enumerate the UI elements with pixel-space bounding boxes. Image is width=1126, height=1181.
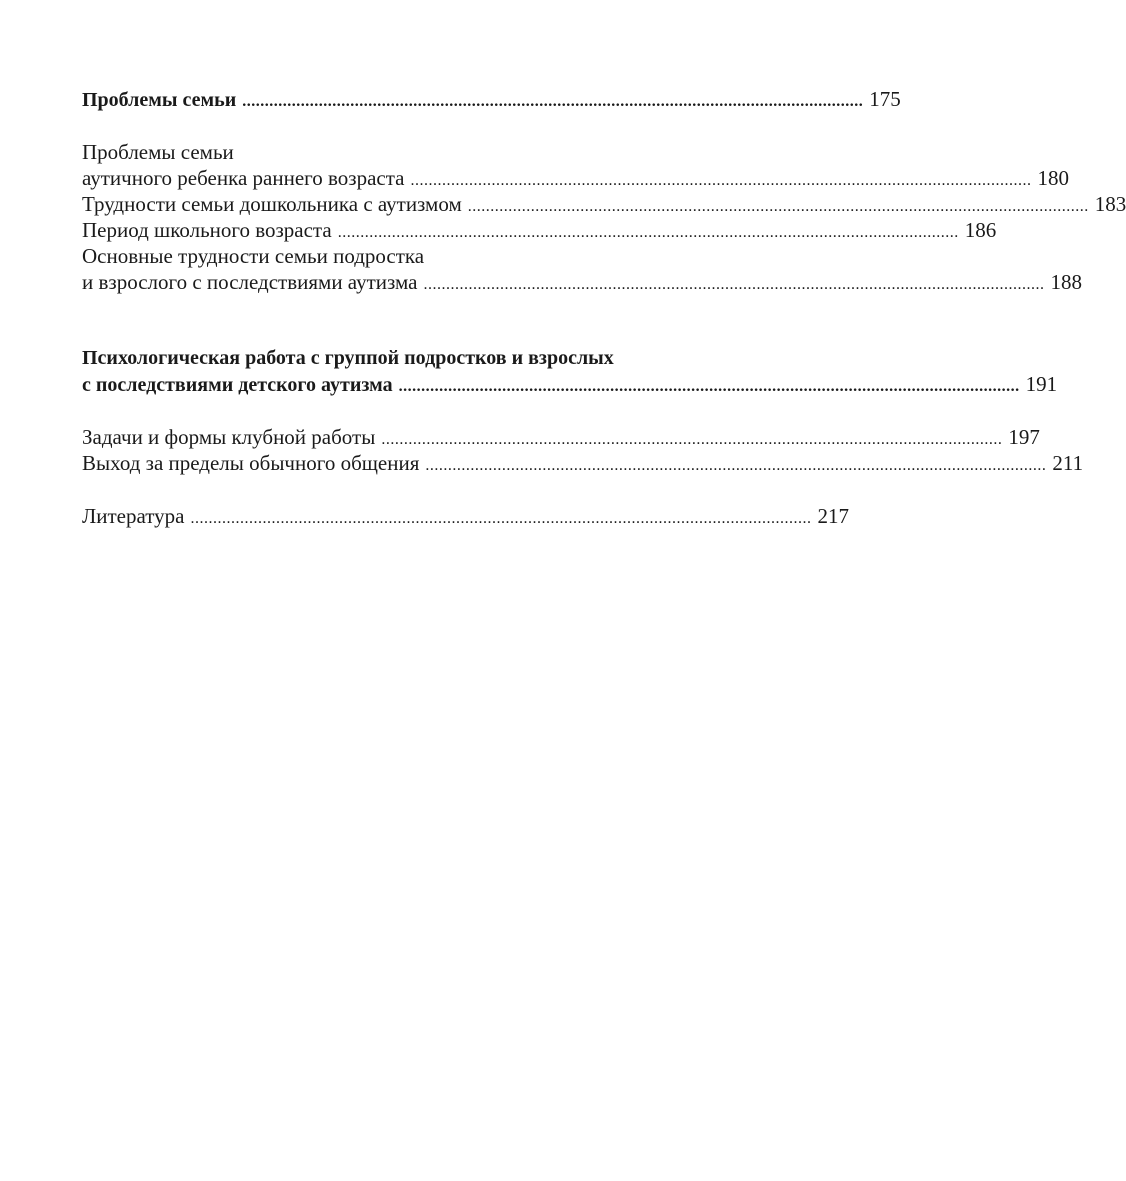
toc-entry-title: Трудности семьи дошкольника с аутизмом bbox=[82, 192, 462, 216]
toc-entry-title: аутичного ребенка раннего возраста bbox=[82, 166, 405, 190]
toc-leader-dots: .......................................................................................................................................... bbox=[425, 457, 1047, 474]
toc-page-number: 180 bbox=[1037, 166, 1069, 190]
toc-entry-title: с последствиями детского аутизма bbox=[82, 374, 393, 396]
toc-page-number: 217 bbox=[817, 504, 849, 528]
toc-leader-dots: .......................................................................................................................................... bbox=[410, 172, 1032, 189]
toc-page-number: 183 bbox=[1094, 192, 1126, 216]
toc-entry-title: Литература bbox=[82, 504, 185, 528]
toc-entry-autistic-child-family-line1[interactable] bbox=[82, 139, 738, 165]
table-of-contents bbox=[82, 86, 1126, 529]
toc-entry-beyond-communication[interactable] bbox=[82, 450, 1084, 476]
toc-entry-autistic-child-family[interactable] bbox=[82, 165, 1069, 191]
toc-entry-school-age[interactable] bbox=[82, 217, 997, 243]
toc-leader-dots: .......................................................................................................................................... bbox=[423, 276, 1045, 293]
toc-leader-dots: .......................................................................................................................................... bbox=[242, 93, 864, 110]
toc-entry-title: Проблемы семьи bbox=[82, 89, 237, 111]
toc-entry-adolescent-family-line1[interactable] bbox=[82, 243, 738, 269]
toc-page-number: 175 bbox=[869, 87, 901, 111]
toc-entry-title: и взрослого с последствиями аутизма bbox=[82, 270, 418, 294]
toc-leader-dots: .......................................................................................................................................... bbox=[398, 378, 1020, 395]
toc-page-number: 191 bbox=[1025, 372, 1058, 396]
toc-leader-dots: .......................................................................................................................................... bbox=[381, 431, 1003, 448]
toc-leader-dots: .......................................................................................................................................... bbox=[467, 198, 1089, 215]
toc-entry-title: Задачи и формы клубной работы bbox=[82, 425, 376, 449]
toc-entry-club-work[interactable] bbox=[82, 424, 1040, 450]
toc-entry-preschooler-family[interactable] bbox=[82, 191, 1126, 217]
toc-page-number: 188 bbox=[1050, 270, 1082, 294]
toc-entry-title: Психологическая работа с группой подростков и взрослых bbox=[82, 347, 614, 369]
toc-page-number: 211 bbox=[1052, 451, 1084, 475]
toc-leader-dots: .......................................................................................................................................... bbox=[337, 224, 959, 241]
toc-page-number: 186 bbox=[964, 218, 997, 242]
toc-page-number: 197 bbox=[1008, 425, 1040, 449]
toc-entry-title: Проблемы семьи bbox=[82, 140, 234, 164]
toc-entry-adolescent-family[interactable] bbox=[82, 269, 1082, 295]
toc-leader-dots: .......................................................................................................................................... bbox=[190, 510, 812, 527]
toc-entry-group-work-line1[interactable] bbox=[82, 345, 738, 371]
toc-entry-title: Основные трудности семьи подростка bbox=[82, 244, 425, 268]
toc-entry-group-work[interactable] bbox=[82, 371, 1058, 397]
toc-entry-title: Период школьного возраста bbox=[82, 218, 332, 242]
toc-entry-literature[interactable] bbox=[82, 503, 849, 529]
toc-entry-title: Выход за пределы обычного общения bbox=[82, 451, 420, 475]
toc-entry-family-problems[interactable] bbox=[82, 86, 901, 112]
